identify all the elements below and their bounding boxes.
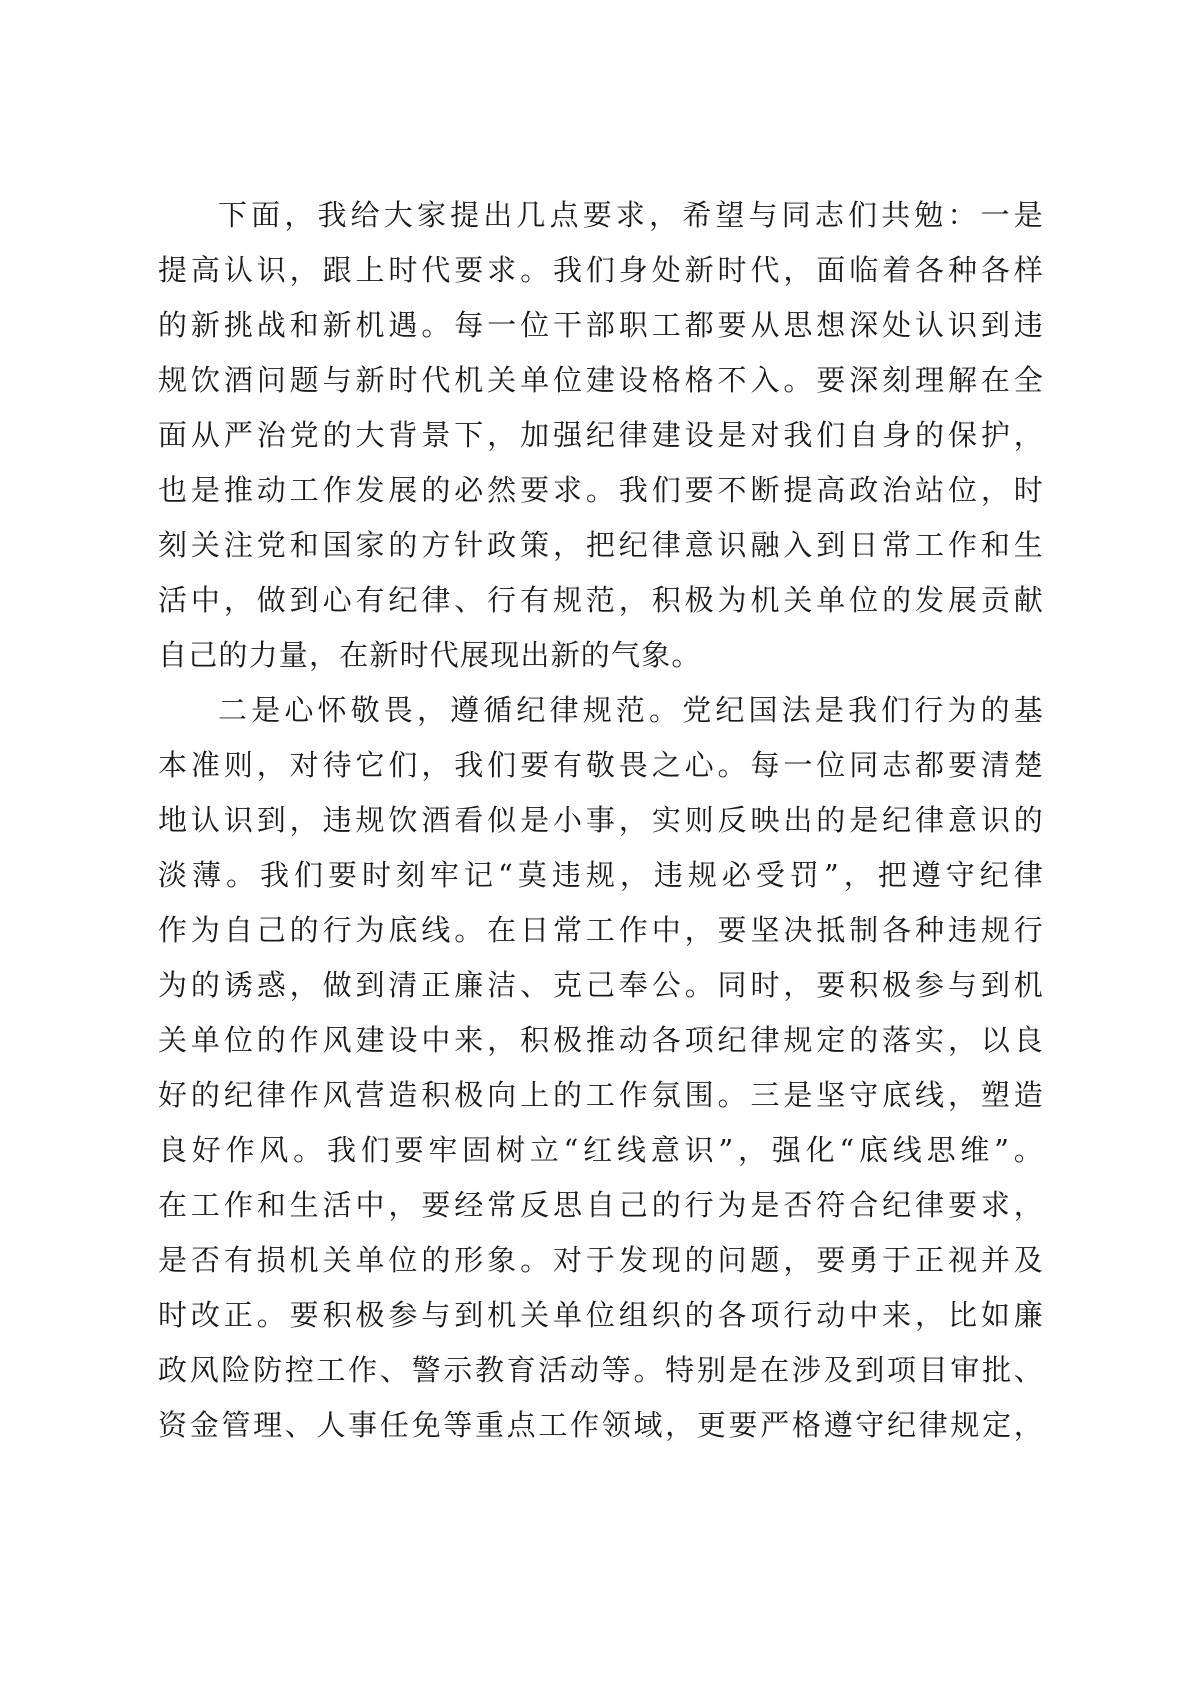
text-line: 淡薄。我们要时刻牢记“莫违规，违规必受罚”，把遵守纪律 (158, 858, 1044, 892)
text-line: 好的纪律作风营造积极向上的工作氛围。三是坚守底线，塑造 (158, 1078, 1044, 1112)
text-line: 政风险防控工作、警示教育活动等。特别是在涉及到项目审批、 (158, 1353, 1044, 1387)
text-line: 良好作风。我们要牢固树立“红线意识”，强化“底线思维”。 (158, 1133, 1044, 1167)
text-line: 地认识到，违规饮酒看似是小事，实则反映出的是纪律意识的 (158, 803, 1044, 837)
text-line: 面从严治党的大背景下，加强纪律建设是对我们自身的保护， (158, 418, 1044, 452)
paragraph-2 (158, 683, 1044, 1453)
text-line: 的新挑战和新机遇。每一位干部职工都要从思想深处认识到违 (158, 308, 1044, 342)
text-line: 活中，做到心有纪律、行有规范，积极为机关单位的发展贡献 (158, 583, 1044, 617)
text-line: 提高认识，跟上时代要求。我们身处新时代，面临着各种各样 (158, 253, 1044, 287)
paragraph-1 (158, 188, 1044, 683)
text-line: 为的诱惑，做到清正廉洁、克己奉公。同时，要积极参与到机 (158, 968, 1044, 1002)
text-line: 在工作和生活中，要经常反思自己的行为是否符合纪律要求， (158, 1188, 1044, 1222)
text-line: 刻关注党和国家的方针政策，把纪律意识融入到日常工作和生 (158, 528, 1044, 562)
text-line: 时改正。要积极参与到机关单位组织的各项行动中来，比如廉 (158, 1298, 1044, 1332)
text-line: 是否有损机关单位的形象。对于发现的问题，要勇于正视并及 (158, 1243, 1044, 1277)
text-line: 资金管理、人事任免等重点工作领域，更要严格遵守纪律规定， (158, 1408, 1044, 1442)
text-line: 本准则，对待它们，我们要有敬畏之心。每一位同志都要清楚 (158, 748, 1044, 782)
text-line: 下面，我给大家提出几点要求，希望与同志们共勉：一是 (218, 198, 1044, 232)
text-line: 自己的力量，在新时代展现出新的气象。 (158, 638, 702, 672)
text-line: 作为自己的行为底线。在日常工作中，要坚决抵制各种违规行 (158, 913, 1044, 947)
text-line: 规饮酒问题与新时代机关单位建设格格不入。要深刻理解在全 (158, 363, 1044, 397)
text-line: 二是心怀敬畏，遵循纪律规范。党纪国法是我们行为的基 (218, 693, 1044, 727)
text-line: 关单位的作风建设中来，积极推动各项纪律规定的落实，以良 (158, 1023, 1044, 1057)
document-body (158, 188, 1044, 1453)
text-line: 也是推动工作发展的必然要求。我们要不断提高政治站位，时 (158, 473, 1044, 507)
